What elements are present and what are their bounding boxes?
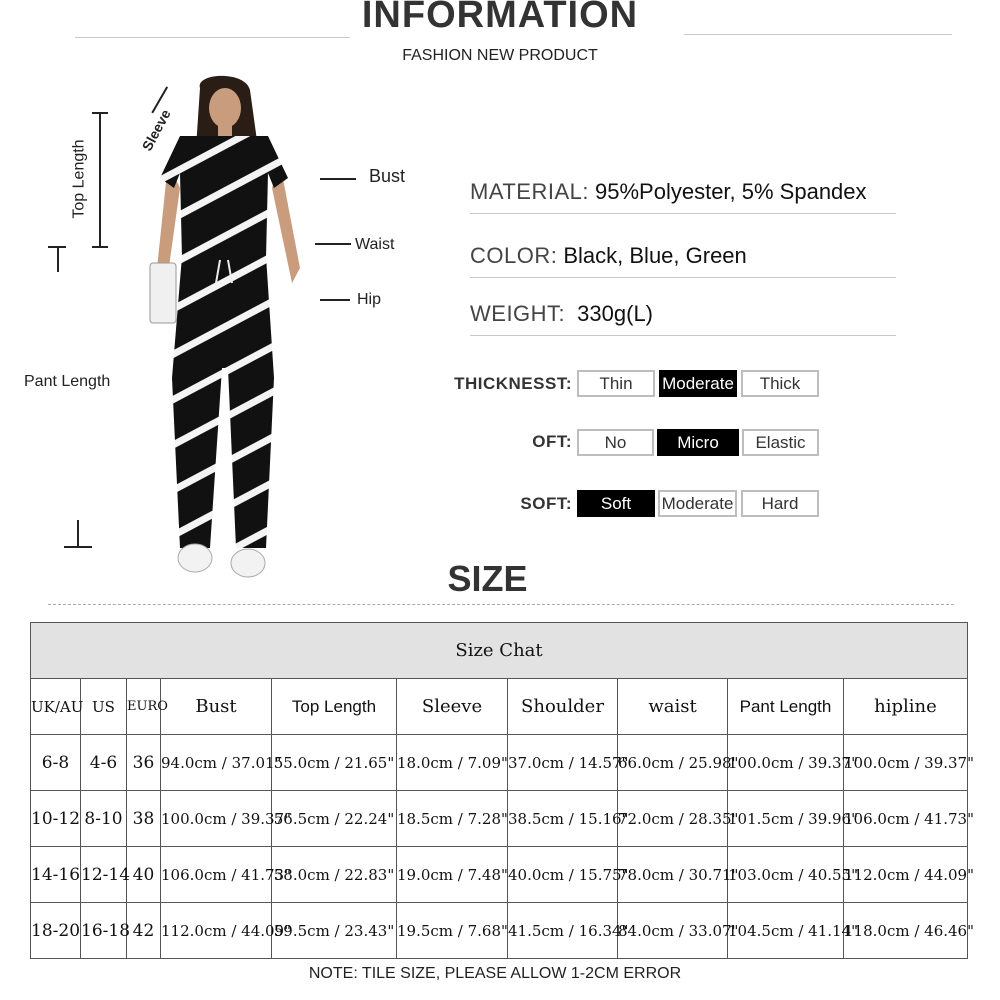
size-chart-caption: Size Chat: [31, 623, 968, 679]
table-cell: 101.5cm / 39.96": [728, 791, 844, 847]
bust-leader: [320, 178, 356, 180]
table-cell: 4-6: [81, 735, 127, 791]
oft-option-micro: Micro: [657, 429, 739, 456]
table-cell: 37.0cm / 14.57": [508, 735, 618, 791]
column-header-uk-au: UK/AU: [31, 679, 81, 735]
table-cell: 12-14: [81, 847, 127, 903]
pant-length-cap-bottom: [64, 546, 92, 548]
title-divider-left: [75, 37, 350, 38]
material-row: [470, 168, 896, 214]
weight-key: WEIGHT:: [470, 301, 566, 326]
soft-option-moderate: Moderate: [658, 490, 737, 517]
table-cell: 106.0cm / 41.73": [161, 847, 272, 903]
table-cell: 18-20: [31, 903, 81, 959]
table-cell: 14-16: [31, 847, 81, 903]
table-cell: 8-10: [81, 791, 127, 847]
page-title: INFORMATION: [361, 0, 639, 36]
table-cell: 66.0cm / 25.98": [618, 735, 728, 791]
table-cell: 112.0cm / 44.09": [161, 903, 272, 959]
table-cell: 118.0cm / 46.46": [844, 903, 968, 959]
table-row: [31, 791, 968, 847]
table-cell: 40: [127, 847, 161, 903]
table-cell: 103.0cm / 40.55": [728, 847, 844, 903]
waist-leader: [315, 243, 351, 245]
column-header-hipline: hipline: [844, 679, 968, 735]
size-divider: [48, 604, 954, 605]
table-cell: 18.5cm / 7.28": [397, 791, 508, 847]
table-cell: 59.5cm / 23.43": [272, 903, 397, 959]
table-cell: 16-18: [81, 903, 127, 959]
table-cell: 100.0cm / 39.37": [728, 735, 844, 791]
table-cell: 84.0cm / 33.07": [618, 903, 728, 959]
page-subtitle: FASHION NEW PRODUCT: [402, 47, 598, 64]
size-heading: SIZE: [447, 558, 528, 599]
table-cell: 10-12: [31, 791, 81, 847]
oft-option-elastic: Elastic: [742, 429, 819, 456]
column-header-euro: EURO: [127, 679, 161, 735]
waist-label: Waist: [355, 236, 395, 253]
hip-label: Hip: [357, 291, 382, 308]
table-cell: 19.5cm / 7.68": [397, 903, 508, 959]
thickness-option-moderate: Moderate: [659, 370, 737, 397]
bust-label: Bust: [369, 166, 406, 186]
table-cell: 55.0cm / 21.65": [272, 735, 397, 791]
table-cell: 40.0cm / 15.75": [508, 847, 618, 903]
pant-length-label: Pant Length: [24, 373, 111, 390]
color-key: COLOR:: [470, 243, 558, 268]
table-cell: 100.0cm / 39.37": [161, 791, 272, 847]
thickness-label: THICKNESST:: [454, 374, 572, 393]
weight-value: 330g(L): [577, 301, 654, 326]
top-length-ruler: [99, 112, 101, 246]
thickness-option-thin: Thin: [577, 370, 655, 397]
column-header-bust: Bust: [161, 679, 272, 735]
table-row: [31, 735, 968, 791]
table-cell: 106.0cm / 41.73": [844, 791, 968, 847]
table-cell: 100.0cm / 39.37": [844, 735, 968, 791]
size-note: NOTE: TILE SIZE, PLEASE ALLOW 1-2CM ERROR: [308, 965, 682, 982]
table-cell: 41.5cm / 16.34": [508, 903, 618, 959]
oft-label: OFT:: [532, 432, 572, 451]
table-cell: 58.0cm / 22.83": [272, 847, 397, 903]
size-chart-table: [30, 622, 974, 959]
pant-length-ruler-top: [57, 246, 59, 272]
table-cell: 38.5cm / 15.16": [508, 791, 618, 847]
model-photo: [140, 78, 340, 598]
soft-option-hard: Hard: [741, 490, 819, 517]
table-cell: 36: [127, 735, 161, 791]
top-length-cap-bottom: [92, 246, 108, 248]
column-header-pant-length: Pant Length: [728, 679, 844, 735]
column-header-shoulder: Shoulder: [508, 679, 618, 735]
pant-length-ruler-bottom: [77, 520, 79, 546]
column-header-top-length: Top Length: [272, 679, 397, 735]
table-cell: 78.0cm / 30.71": [618, 847, 728, 903]
hip-leader: [320, 299, 350, 301]
table-cell: 18.0cm / 7.09": [397, 735, 508, 791]
oft-option-no: No: [577, 429, 654, 456]
table-cell: 72.0cm / 28.35": [618, 791, 728, 847]
table-row: [31, 847, 968, 903]
soft-label: SOFT:: [520, 494, 572, 513]
material-key: MATERIAL:: [470, 179, 590, 204]
column-header-us: US: [81, 679, 127, 735]
soft-option-soft: Soft: [577, 490, 655, 517]
table-cell: 38: [127, 791, 161, 847]
material-value: 95%Polyester, 5% Spandex: [595, 179, 867, 204]
table-cell: 19.0cm / 7.48": [397, 847, 508, 903]
table-cell: 6-8: [31, 735, 81, 791]
title-divider-right: [684, 34, 952, 35]
table-cell: 42: [127, 903, 161, 959]
color-value: Black, Blue, Green: [563, 243, 747, 268]
weight-row: [470, 290, 896, 336]
thickness-option-thick: Thick: [741, 370, 819, 397]
table-cell: 112.0cm / 44.09": [844, 847, 968, 903]
top-length-label: Top Length: [70, 139, 88, 219]
table-cell: 94.0cm / 37.01": [161, 735, 272, 791]
column-header-waist: waist: [618, 679, 728, 735]
table-cell: 104.5cm / 41.14": [728, 903, 844, 959]
sleeve-label: Sleeve: [138, 106, 174, 154]
color-row: [470, 232, 896, 278]
column-header-sleeve: Sleeve: [397, 679, 508, 735]
table-row: [31, 903, 968, 959]
table-cell: 56.5cm / 22.24": [272, 791, 397, 847]
